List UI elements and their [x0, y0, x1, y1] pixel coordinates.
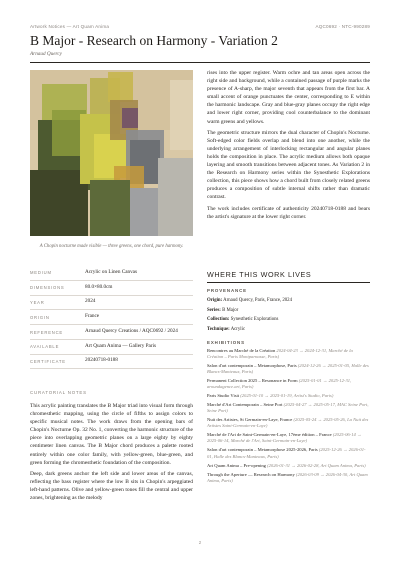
where-heading: WHERE THIS WORK LIVES	[207, 270, 312, 279]
exhibition-item: Through the Aperture — Research on Harmony (2026-03-09 → 2026-04-30, Art Quam Anima, Paris)	[207, 471, 368, 483]
provenance-heading: PROVENANCE	[207, 288, 247, 293]
curatorial-notes	[30, 402, 193, 505]
exhibition-item: Salon d'art contemporain – Metamorphose, Paris (2024-12-26 → 2025-01-05, Halle des Blancs-Manteaux, Paris)	[207, 363, 369, 375]
spec-row	[30, 266, 193, 281]
exhibition-item: Nuit des Artistes, St Germain-en-Laye, France (2025-05-24 → 2025-05-26, La Nuit des Artistes Saint-Germain-en-Laye)	[207, 417, 369, 429]
artwork-image	[30, 70, 193, 236]
curatorial-paragraph: rises into the upper register. Warm ochre and tan areas open across the right side and background, while a contained passage of purple marks the presence of A-sharp, the major seventh that appears from the first bar. A small accent of orange punctuates the center, corresponding to E within the harmonic landscape. Gray and blue-gray planes occupy the right edge and lower right corner, providing cool counterbalance to the dominant warm greens and yellows.	[207, 70, 370, 125]
exhibitions-list	[207, 348, 370, 487]
spec-key: REFERENCE	[30, 329, 64, 335]
curatorial-paragraph: The work includes certificate of authenticity 20240718-0188 and bears the artist's signature at the lower right corner.	[207, 205, 370, 220]
spec-row	[30, 355, 193, 370]
spec-value: Arnaud Quercy Creations / AQC0692 / 2024	[85, 327, 178, 334]
provenance-series: Series: B Major	[207, 307, 239, 313]
provenance-technique: Technique: Acrylic	[207, 326, 246, 332]
where-divider	[207, 282, 370, 283]
spec-value: Art Quam Anima — Gallery Paris	[85, 342, 157, 349]
exhibitions-heading: EXHIBITIONS	[207, 340, 245, 345]
header-divider	[30, 62, 370, 63]
spec-row	[30, 310, 193, 325]
spec-key: AVAILABLE	[30, 344, 60, 350]
spec-value: 2024	[85, 298, 96, 305]
spec-row	[30, 325, 193, 340]
page-title: B Major - Research on Harmony - Variation 2	[30, 33, 278, 48]
provenance-list	[207, 296, 370, 334]
spec-value: 20240718-0188	[85, 357, 118, 364]
spec-key: YEAR	[30, 299, 45, 305]
notice-code: AQC0692 · NTC-990289	[315, 24, 370, 29]
curatorial-notes-continued	[207, 69, 370, 224]
curatorial-heading: CURATORIAL NOTES	[30, 390, 87, 395]
exhibition-item: Marché d'Art Contemporain – Seine Port (2025-04-27 → 2025-05-17, MAC Seine Port, Seine Port)	[207, 402, 369, 414]
spec-value: France	[85, 313, 100, 320]
spec-value: 80.0×80.0cm	[85, 283, 113, 290]
curatorial-paragraph: The geometric structure mirrors the dual character of Chopin's Nocturne. Soft-edged color fields overlap and blend into one another, while the underlying arrangement of interlocking rectangular and angular planes holds the composition in place. The acrylic medium allows both opaque layering and smooth transitions between adjacent tones. As Variation 2 in the Research on Harmony series within the Synesthetic Explorations collection, this piece shows how a chord built from closely related greens produces a composition of subtle internal shifts rather than dramatic contrast.	[207, 129, 370, 201]
spec-key: MEDIUM	[30, 270, 52, 276]
artist-name: Arnaud Quercy	[30, 51, 62, 57]
spec-key: ORIGIN	[30, 314, 50, 320]
exhibition-item: Permanent Collection 2025 – Resonance in Form (2025-01-01 → 2025-12-31, aroundagence.art, Paris)	[207, 378, 352, 390]
page-number: 2	[198, 540, 202, 545]
breadcrumb[interactable]: Artwork Notices — Art Quam Anima	[30, 24, 110, 29]
exhibition-item: Salon d'art contemporain – Metamorphose 2025-2026, Paris (2025-12-26 → 2026-01-01, Halle des Blancs-Manteaux, Paris)	[207, 447, 366, 459]
curatorial-paragraph: This acrylic painting translates the B Major triad into visual form through chromesthetic mapping, using the circle of fifths to assign colors to specific musical notes. The work draws from the opening bars of Chopin's Nocturne Op. 32 No. 1, converting the harmonic structure of the piece into overlapping geometric planes on a large eighty by eighty centimeter linen canvas. The B Major chord produces a palette rooted entirely within one color family, with yellow-green, blue-green, and green forming the chromesthetic foundation of the composition.	[30, 403, 193, 466]
exhibition-item: Art Quam Anima – Pre-opening (2026-01-31 → 2026-02-28, Art Quam Anima, Paris)	[207, 462, 366, 468]
spec-key: DIMENSIONS	[30, 285, 65, 291]
exhibition-item: Rencontres au Marché de la Création 2024-04-23 → 2024-12-31, Marché de la Création – Paris Montparnasse, Paris)	[207, 348, 353, 360]
specs-table	[30, 266, 193, 369]
exhibition-item: Paris Studio Visit (2025-01-10 → 2025-01-19, Artist's Studio, Paris)	[207, 393, 334, 399]
spec-row	[30, 281, 193, 296]
curatorial-paragraph: Deep, dark greens anchor the left side and lower areas of the canvas, reflecting the bass register where the low B sits in Chopin's arpeggiated left-hand patterns. Olive and yellow-green tones fill the central and upper zones, brightening as the melody	[30, 470, 193, 502]
spec-row	[30, 296, 193, 311]
spec-key: CERTIFICATE	[30, 359, 66, 365]
spec-value: Acrylic on Linen Canvas	[85, 268, 138, 275]
artwork-caption: A Chopin nocturne made visible — three greens, one chord, pure harmony.	[39, 244, 184, 249]
spec-row	[30, 340, 193, 355]
exhibition-item: Marché de l'Art de Saint-Germain-en-Laye, 17ème édition – France (2025-06-14 → 2025-06-14, Marché de l'Art, Saint-Germain-en-Laye)	[207, 432, 362, 444]
provenance-origin: Origin: Arnaud Quercy, Paris, France, 2024	[207, 298, 292, 303]
provenance-collection: Collection: Synesthetic Explorations	[207, 317, 279, 322]
